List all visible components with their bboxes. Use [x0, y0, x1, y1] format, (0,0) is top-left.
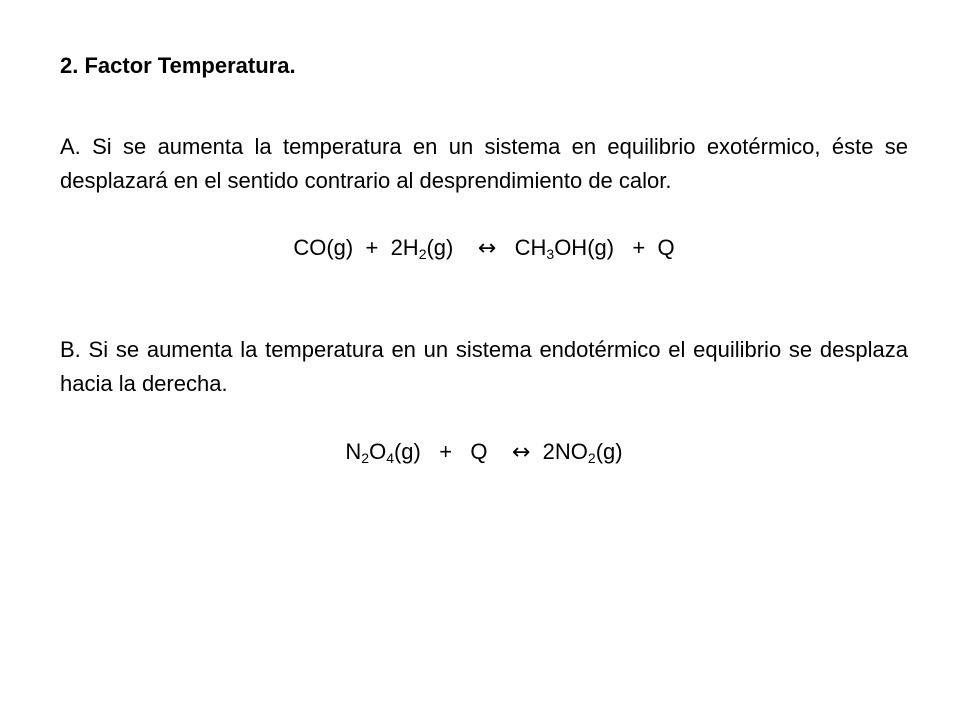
eq1-h2-subscript: 2	[418, 246, 427, 262]
eq1-h2-symbol: 2H	[390, 235, 419, 260]
eq1-plus-2: +	[632, 235, 646, 260]
eq1-oh-symbol: OH(g)	[554, 235, 615, 260]
paragraph-endothermic: B. Si se aumenta la temperatura en un sistema endotérmico el equilibrio se desplaza hacia la derecha.	[60, 337, 908, 396]
slide-title: 2. Factor Temperatura.	[60, 53, 296, 78]
eq2-reactant-n2o4	[345, 439, 421, 464]
equation-methanol	[60, 233, 908, 264]
equation-dinitrogen-tetroxide	[60, 437, 908, 468]
eq1-reactant-co: CO(g)	[293, 235, 354, 260]
eq1-ch3-subscript: 3	[546, 246, 555, 262]
eq2-o-symbol: O	[369, 439, 387, 464]
equilibrium-arrow-icon: ↔	[512, 440, 531, 465]
eq2-phase: (g)	[393, 439, 421, 464]
eq2-product-no2	[543, 439, 623, 464]
paragraph-exothermic: A. Si se aumenta la temperatura en un sistema en equilibrio exotérmico, éste se desplazará en el sentido contrario al desprendimiento de calor.	[60, 134, 908, 193]
eq2-plus-1: +	[439, 439, 453, 464]
eq1-h2-phase: (g)	[426, 235, 454, 260]
eq2-reactant-heat: Q	[470, 439, 488, 464]
eq1-product-heat: Q	[657, 235, 675, 260]
eq2-no-subscript: 2	[587, 450, 596, 466]
equilibrium-arrow-icon: ↔	[477, 236, 497, 261]
eq2-n-subscript: 2	[361, 450, 370, 466]
eq1-plus-1: +	[365, 235, 379, 260]
eq1-product-methanol	[515, 235, 614, 260]
eq2-no-symbol: 2NO	[542, 439, 588, 464]
eq2-n-symbol: N	[345, 439, 362, 464]
eq1-ch3-symbol: CH	[514, 235, 547, 260]
eq2-o-subscript: 4	[386, 450, 394, 466]
eq2-product-phase: (g)	[595, 439, 623, 464]
eq1-reactant-h2	[391, 235, 454, 260]
